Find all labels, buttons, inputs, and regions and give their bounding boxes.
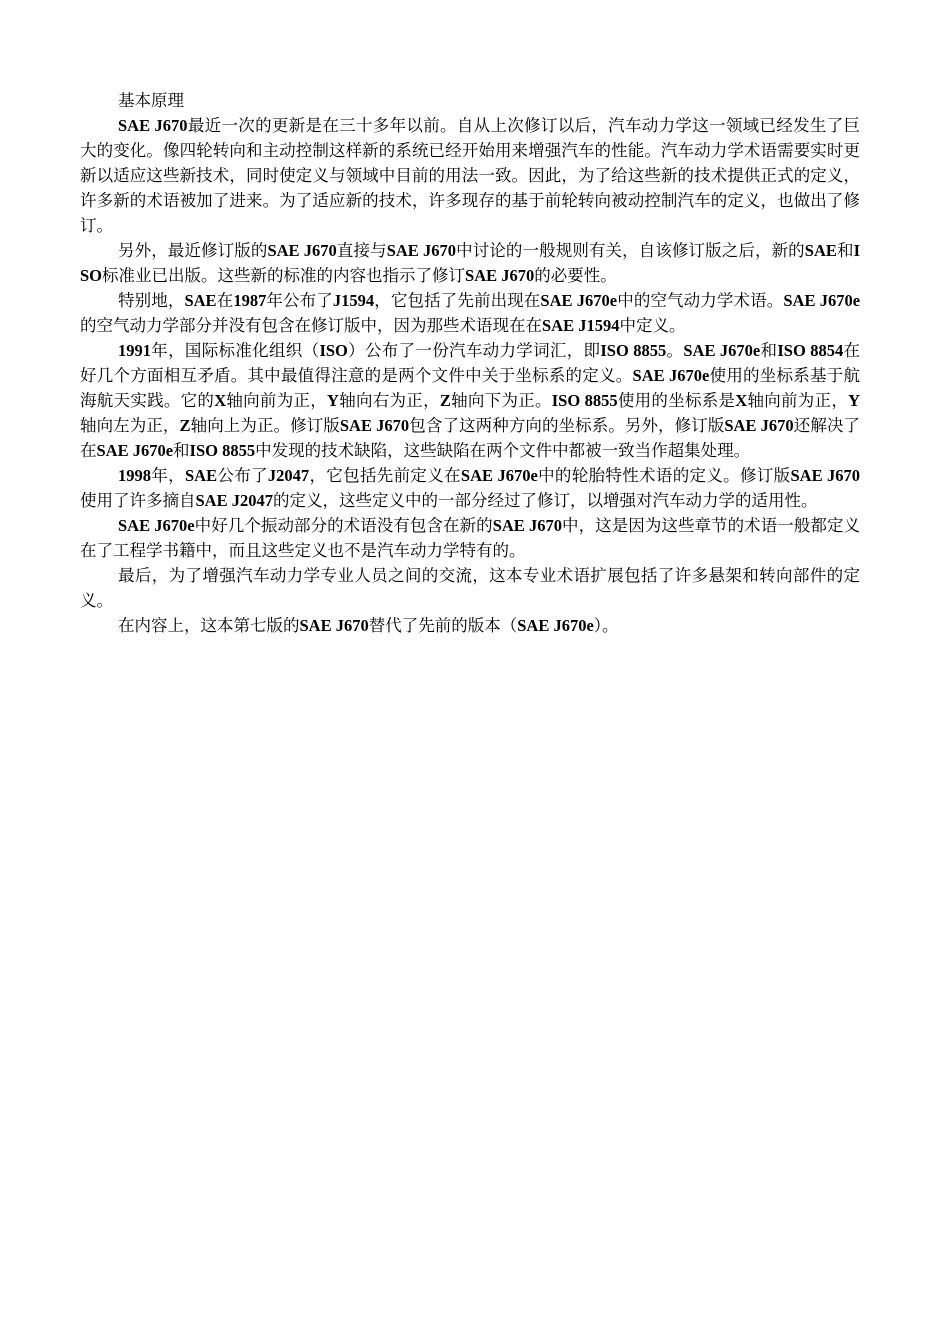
paragraph [80, 563, 860, 613]
bold-term: SAE [184, 466, 218, 485]
text-run: 的空气动力学部分并没有包含在修订版中，因为那些术语现在在 [80, 316, 542, 335]
text-run: 还解决了在 [80, 416, 861, 460]
bold-term: ISO 8855 [551, 391, 618, 410]
body-text [80, 113, 860, 638]
text-run: 中的轮胎特性术语的定义。修订版 [537, 466, 791, 485]
text-run: 年，国际标准化组织（ [151, 341, 320, 360]
paragraph [80, 288, 860, 338]
text-run: 中发现的技术缺陷，这些缺陷在两个文件中都被一致当作超集处理。 [255, 441, 751, 460]
text-run: 。 [666, 341, 684, 360]
bold-term: SAE J670e [96, 441, 174, 460]
text-run: 包含了这两种方向的坐标系。另外，修订版 [409, 416, 725, 435]
section-title: 基本原理 [118, 91, 184, 110]
bold-term: SAE J670 [790, 466, 861, 485]
bold-term: 1987 [233, 291, 267, 310]
text-run: 年， [151, 466, 185, 485]
bold-term: J1594 [332, 291, 375, 310]
text-run: 另外，最近修订版的 [118, 241, 268, 260]
bold-term: SAE J670e [632, 366, 710, 385]
bold-term: SAE J670e [683, 341, 761, 360]
text-run: 公布了 [217, 466, 268, 485]
text-run: 最近一次的更新是在三十多年以前。自从上次修订以后，汽车动力学这一领域已经发生了巨大的变化。像四轮转向和主动控制这样新的系统已经开始用来增强汽车的性能。汽车动力学术语需要实时更新以适应这些新技术，同时使定义与领域中目前的用法一致。因此，为了给这些新的技术提供正式的定义，许多新的术语被加了进来。为了适应新的技术，许多现存的基于前轮转向被动控制汽车的定义，也做出了修订。 [80, 116, 861, 235]
bold-term: SAE J670 [118, 116, 188, 135]
bold-term: J2047 [267, 466, 310, 485]
bold-term: 1991 [118, 341, 151, 360]
text-run: 的必要性。 [534, 266, 617, 285]
text-run: 中好几个振动部分的术语没有包含在新的 [194, 516, 493, 535]
paragraph [80, 338, 860, 463]
bold-term: 1998 [118, 466, 151, 485]
bold-term: SAE J670 [339, 416, 410, 435]
text-run: 中定义。 [619, 316, 686, 335]
bold-term: X [214, 391, 227, 410]
text-run: 中的空气动力学术语。 [617, 291, 784, 310]
text-run: 中，这是因为这些章节的术语一般都定义在了工程学书籍中，而且这些定义也不是汽车动力学特有的。 [80, 516, 861, 560]
text-run: 直接与 [336, 241, 387, 260]
bold-term: SAE J670e [517, 616, 594, 635]
paragraph [80, 238, 860, 288]
bold-term: ISO 8854 [777, 341, 844, 360]
bold-term: SAE J670 [267, 241, 337, 260]
bold-term: X [735, 391, 748, 410]
bold-term: Z [439, 391, 451, 410]
text-run: 在内容上，这本第七版的 [118, 616, 300, 635]
text-run: 中讨论的一般规则有关，自该修订版之后，新的 [456, 241, 805, 260]
text-run: 在好几个方面相互矛盾。其中最值得注意的是两个文件中关于坐标系的定义。 [80, 341, 861, 385]
bold-term: ISO [319, 341, 348, 360]
bold-term: SAE J670e [460, 466, 538, 485]
paragraph [80, 463, 860, 513]
text-run: ）。 [593, 616, 619, 635]
bold-term: SAE J670 [386, 241, 457, 260]
text-run: 使用的坐标系是 [617, 391, 736, 410]
bold-term: SAE J670 [492, 516, 562, 535]
bold-term: Y [327, 391, 339, 410]
text-run: 年公布了 [266, 291, 333, 310]
text-run: 在 [216, 291, 234, 310]
paragraph [80, 113, 860, 238]
bold-term: ISO 8855 [600, 341, 667, 360]
text-run: 轴向左为正， [80, 416, 180, 435]
bold-term: ISO 8855 [189, 441, 256, 460]
text-run: 轴向上为正。修订版 [190, 416, 340, 435]
text-run: ，它包括先前定义在 [309, 466, 461, 485]
bold-term: Z [179, 416, 191, 435]
bold-term: SAE [804, 241, 837, 260]
text-run: 和 [760, 341, 778, 360]
paragraph [80, 613, 860, 638]
text-run: 最后，为了增强汽车动力学专业人员之间的交流，这本专业术语扩展包括了许多悬架和转向部件的定义。 [80, 566, 860, 610]
bold-term: SAE J670e [118, 516, 195, 535]
text-run: 替代了先前的版本（ [368, 616, 518, 635]
bold-term: SAE J1594 [542, 316, 620, 335]
bold-term: Y [848, 391, 861, 410]
paragraph [80, 513, 860, 563]
bold-term: SAE J670e [783, 291, 861, 310]
text-run: 和 [173, 441, 190, 460]
text-run: 特别地， [118, 291, 185, 310]
text-run: ）公布了一份汽车动力学词汇，即 [347, 341, 601, 360]
text-run: 轴向下为正。 [450, 391, 552, 410]
bold-term: SAE J670 [465, 266, 535, 285]
text-run: 轴向前为正， [747, 391, 849, 410]
text-run: 轴向右为正， [338, 391, 440, 410]
text-run: 使用了许多摘自 [80, 491, 196, 510]
text-run: 的定义，这些定义中的一部分经过了修订，以增强对汽车动力学的适用性。 [272, 491, 818, 510]
bold-term: SAE J670 [299, 616, 369, 635]
document-page [80, 88, 860, 638]
text-run: ，它包括了先前出现在 [374, 291, 541, 310]
text-run: 标准业已出版。这些新的标准的内容也指示了修订 [102, 266, 466, 285]
bold-term: SAE J2047 [195, 491, 273, 510]
text-run: 和 [836, 241, 854, 260]
bold-term: SAE [184, 291, 217, 310]
bold-term: SAE J670e [540, 291, 618, 310]
bold-term: SAE J670 [724, 416, 794, 435]
bold-term: ISO [80, 241, 861, 285]
text-run: 轴向前为正， [226, 391, 328, 410]
text-run: 使用的坐标系基于航海航天实践。它的 [80, 366, 861, 410]
